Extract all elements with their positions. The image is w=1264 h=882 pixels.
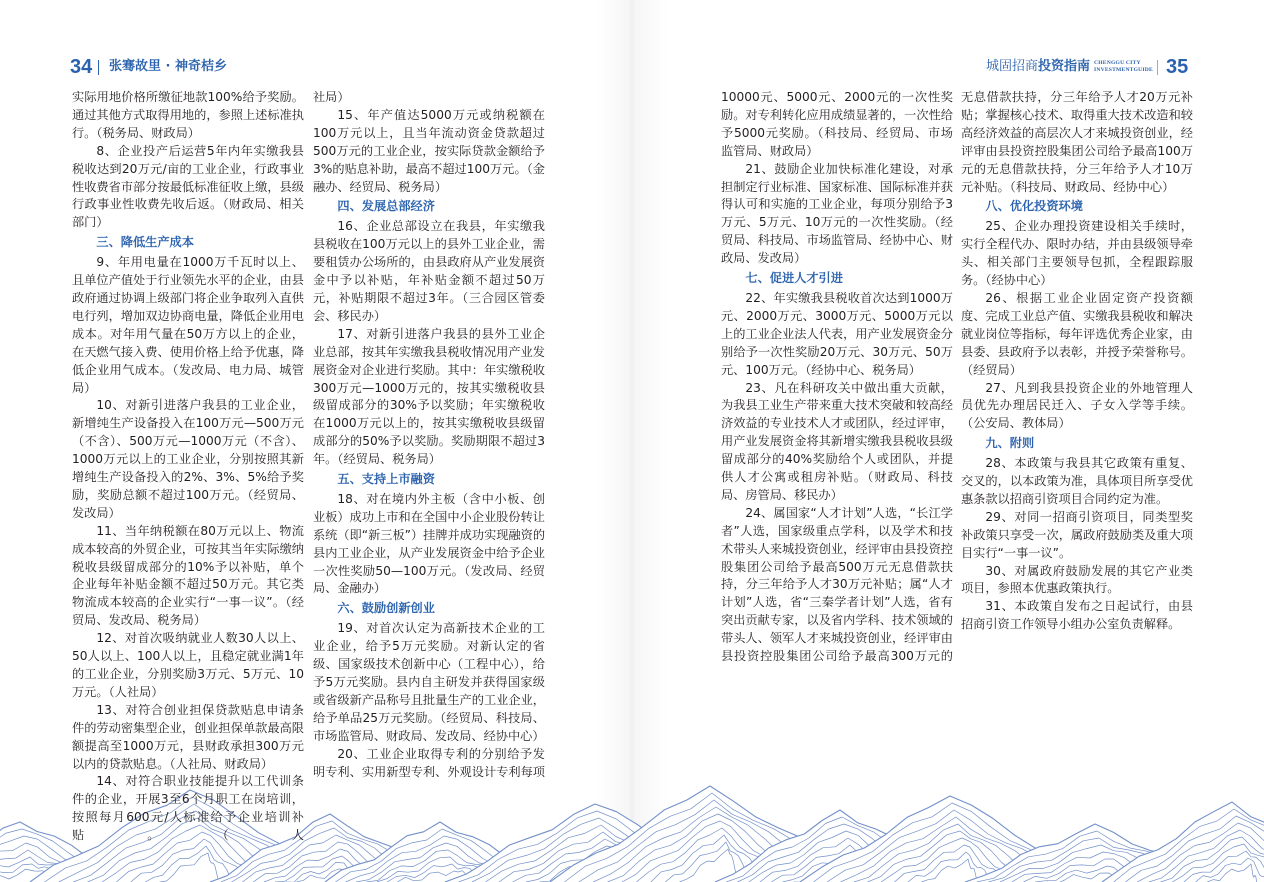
policy-item-13: 13、对符合创业担保贷款贴息申请条件的劳动密集型企业，创业担保单款最高限额提高至1000万元，县财政承担300万元以内的贷款贴息。（人社局、财政局） [72,702,304,771]
policy-item-14: 14、对符合职业技能提升以工代训条件的企业，开展3至6个月职工在岗培训，按照每月600元/人标准给予企业培训补贴。（人 [72,774,304,843]
section-heading-9: 九、附则 [985,436,1035,451]
page-number-right: 35 [1166,56,1189,78]
policy-item-24: 24、属国家“人才计划”人选，“长江学者”人选，国家级重点学科，以及学术和技术带头人来城投资创业，经评审由县投资控股集团公司给予最高500万元无息借款扶持，分三年给予人才30万元补贴；属“人才计划”人选，省“三秦学者计划”人选，省有突出贡献专家，以及省内学科、技术领域的带头人、领军人才来城投资创业，经评审由县投资控股集团公司给予最高300万元的 [721,505,953,664]
page-number-left: 34 [70,56,93,78]
policy-item-17: 17、对新引进落户我县的县外工业企业总部，按其年实缴我县税收情况用产业发展资金对企业进行奖励。其中：年实缴税收300万元—1000万元的，按其实缴税收县级留成部分的30%予以奖励；年实缴税收在1000万元以上的，按其实缴税收县级留成部分的50%予以奖励。奖励期限不超过3年。（经贸局、税务局） [313,326,545,467]
section-heading-6: 六、鼓励创新创业 [337,601,435,616]
policy-item-8: 8、企业投产后运营5年内年实缴我县税收达到20万元/亩的工业企业，行政事业性收费省市部分按最低标准征收上缴，县级行政事业性收费先收后返。（财政局、相关部门） [72,143,304,230]
running-title-english-line-2: INVESTMENTGUIDE [1094,66,1153,73]
policy-item-19: 19、对首次认定为高新技术企业的工业企业，给予5万元奖励。对新认定的省级、国家级技术创新中心（工程中心），给予5万元奖励。县内自主研发并获得国家级或省级新产品称号且批量生产的工业企业，给予单品25万元奖励。（经贸局、科技局、市场监管局、财政局、发改局、经协中心） [313,621,545,743]
running-title-right-bold: 投资指南 [1038,59,1091,74]
policy-item-22: 22、年实缴我县税收首次达到1000万元、2000万元、3000万元、5000万元以上的工业企业法人代表，用产业发展资金分别给予一次性奖励20万元、30万元、50万元、100万元。（经协中心、税务局） [721,290,953,377]
policy-item-21: 21、鼓励企业加快标准化建设，对承担制定行业标准、国家标准、国际标准并获得认可和实施的工业企业，每项分别给予3万元、5万元、10万元的一次性奖励。（经贸局、科技局、市场监管局、经协中心、财政局、发改局） [721,161,953,266]
policy-item-25: 25、企业办理投资建设相关手续时，实行全程代办、限时办结，并由县级领导牵头、相关部门主要领导包抓，全程跟踪服务。（经协中心） [961,219,1193,288]
running-title-right [986,58,1090,76]
policy-item-26: 26、根据工业企业固定资产投资额度、完成工业总产值、实缴我县税收和解决就业岗位等指标，每年评选优秀企业家，由县委、县政府予以表彰，并授予荣誉称号。（经贸局） [961,290,1193,377]
section-heading-4: 四、发展总部经济 [337,199,435,214]
running-title-right-english [1094,60,1153,73]
left-page-column-1 [72,89,304,845]
policy-item-11: 11、当年纳税额在80万元以上、物流成本较高的外贸企业，可按其当年实际缴纳税收县级留成部分的10%予以补贴，单个企业每年补贴金额不超过50万元。其它类物流成本较高的企业实行“一事一议”。（经贸局、发改局、税务局） [72,523,304,628]
policy-item-30: 30、对属政府鼓励发展的其它产业类项目，参照本优惠政策执行。 [961,563,1193,596]
running-title-english-line-1: CHENGGU CITY [1094,60,1141,66]
policy-item-29: 29、对同一招商引资项目，同类型奖补政策只享受一次，属政府鼓励类及重大项目实行“一事一议”。 [961,509,1193,560]
policy-item-27: 27、凡到我县投资企业的外地管理人员优先办理居民迁入、子女入学等手续。（公安局、教体局） [961,380,1193,431]
right-page-column-1 [721,89,953,666]
policy-item-9: 9、年用电量在1000万千瓦时以上、且单位产值处于行业领先水平的企业，由县政府通过协调上级部门将企业争取列入直供电行列，增加双边协商电量，降低企业用电成本。对年用气量在50万方以上的企业，在天燃气接入费、使用价格上给予优惠，降低企业用气成本。（发改局、电力局、城管局） [72,255,304,395]
section-heading-8: 八、优化投资环境 [985,199,1083,214]
header-divider-left [98,60,99,75]
continued-paragraph: 无息借款扶持，分三年给予人才20万元补贴；掌握核心技术、取得重大技术改造和较高经济效益的高层次人才来城投资创业，经评审由县投资控股集团公司给予最高100万元的无息借款扶持，分三年给予人才10万元补贴。（科技局、财政局、经协中心） [961,90,1193,194]
policy-item-31: 31、本政策自发布之日起试行，由县招商引资工作领导小组办公室负责解释。 [961,599,1193,632]
policy-item-12: 12、对首次吸纳就业人数30人以上、50人以上、100人以上，且稳定就业满1年的工业企业，分别奖励3万元、5万元、10万元。（人社局） [72,631,304,699]
section-heading-5: 五、支持上市融资 [337,472,435,487]
section-heading-7: 七、促进人才引进 [745,271,843,286]
left-page-column-2 [313,89,545,781]
running-title-left: 张骞故里 · 神奇桔乡 [109,59,227,74]
page-gutter-shadow [596,0,668,882]
header-divider-right [1157,60,1158,75]
right-page-column-2 [961,89,1193,634]
policy-item-15: 15、年产值达5000万元或纳税额在100万元以上，且当年流动资金贷款超过500万元的工业企业，按实际贷款金额给予3%的贴息补助，最高不超过100万元。（金融办、经贸局、税务局） [313,107,545,194]
policy-item-28: 28、本政策与我县其它政策有重复、交叉的，以本政策为准，具体项目所享受优惠条款以招商引资项目合同约定为准。 [961,456,1193,506]
continued-paragraph: 社局） [313,90,350,104]
policy-item-23: 23、凡在科研攻关中做出重大贡献，为我县工业生产带来重大技术突破和较高经济效益的专业技术人才或团队，经过评审，用产业发展资金将其新增实缴我县税收县级留成部分的40%奖励给个人或团队，并提供人才公寓或租房补贴。（财政局、科技局、房管局、移民办） [721,380,953,502]
policy-item-10: 10、对新引进落户我县的工业企业，新增纯生产设备投入在100万元—500万元（不含）、500万元—1000万元（不含）、1000万元以上的工业企业，分别按照其新增纯生产设备投入的2%、3%、5%给予奖励，奖励总额不超过100万元。（经贸局、发改局） [72,398,304,520]
running-title-right-regular: 城固招商 [986,59,1039,74]
section-heading-3: 三、降低生产成本 [96,235,194,250]
continued-paragraph: 10000元、5000元、2000元的一次性奖励。对专利转化应用成绩显著的，一次性给予5000元奖励。（科技局、经贸局、市场监管局、财政局） [721,90,953,158]
policy-item-18: 18、对在境内外主板（含中小板、创业板）成功上市和在全国中小企业股份转让系统（即“新三板”）挂牌并成功实现融资的县内工业企业，从产业发展资金中给予企业一次性奖励50—100万元。（发改局、经贸局、金融办） [313,491,546,596]
policy-item-16: 16、企业总部设立在我县，年实缴我县税收在100万元以上的县外工业企业，需要租赁办公场所的，由县政府从产业发展资金中予以补贴，年补贴金额不超过50万元，补贴期限不超过3年。（三合园区管委会、移民办） [313,219,545,323]
continued-paragraph: 实际用地价格所缴征地款100%给予奖励。通过其他方式取得用地的，参照上述标准执行。（税务局、财政局） [72,90,304,140]
policy-item-20: 20、工业企业取得专利的分别给予发明专利、实用新型专利、外观设计专利每项 [313,746,545,779]
